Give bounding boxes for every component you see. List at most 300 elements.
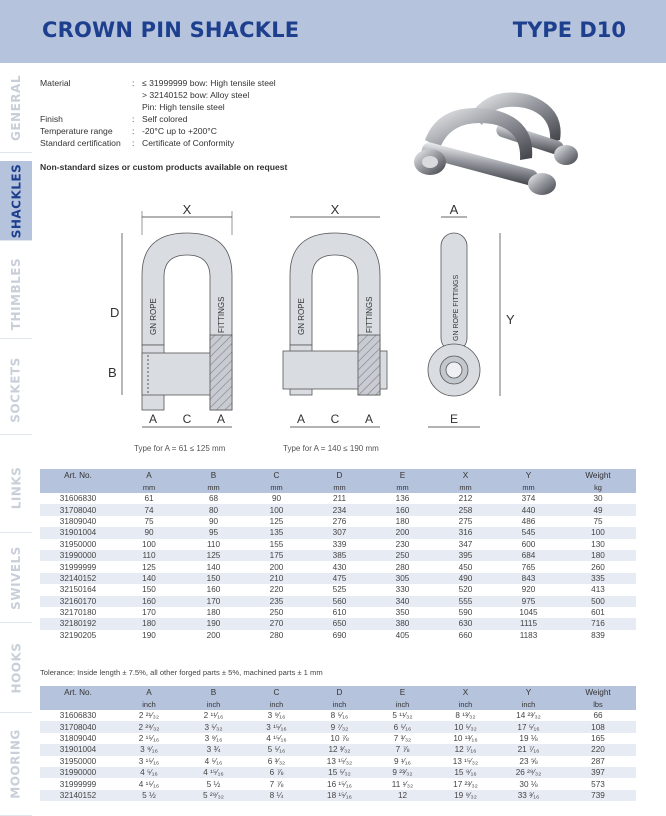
table-cell: 500 [560, 596, 636, 607]
table-row [40, 630, 636, 641]
table-cell: 305 [371, 573, 434, 584]
table-cell: 3 ⁹⁄₁₆ [116, 744, 182, 755]
table-cell: 75 [116, 516, 182, 527]
table-cell: 140 [116, 573, 182, 584]
table-cell: 258 [434, 504, 497, 515]
table-cell: 684 [497, 550, 560, 561]
table-cell: 136 [371, 493, 434, 504]
table-cell: 74 [116, 504, 182, 515]
table-cell: 190 [182, 618, 245, 629]
table-cell: 339 [308, 539, 371, 550]
table-cell: 2 ²¹⁄₃₂ [116, 710, 182, 721]
table-cell: 280 [371, 561, 434, 572]
table-header-row [40, 469, 636, 482]
table-cell: 3 ⁵⁄₃₂ [182, 721, 245, 732]
table-cell: 4 ⁵⁄₁₆ [182, 756, 245, 767]
table-cell: 1115 [497, 618, 560, 629]
tab-shackles[interactable]: SHACKLES [0, 161, 32, 241]
column-unit [40, 482, 116, 493]
table-cell: 270 [245, 618, 308, 629]
column-unit: inch [434, 699, 497, 710]
table-cell: 330 [371, 584, 434, 595]
column-header: Y [497, 686, 560, 699]
table-cell: 212 [434, 493, 497, 504]
column-unit: mm [182, 482, 245, 493]
article-number-cell: 31990000 [40, 550, 116, 561]
table-cell: 380 [371, 618, 434, 629]
table-cell: 839 [560, 630, 636, 641]
table-cell: 347 [434, 539, 497, 550]
drawing-type-1 [108, 205, 232, 427]
table-cell: 10 ⁵⁄₃₂ [434, 721, 497, 732]
article-number-cell: 31708040 [40, 721, 116, 732]
table-cell: 4 ¹⁵⁄₁₆ [245, 733, 308, 744]
table-cell: 5 ¹¹⁄₃₂ [371, 710, 434, 721]
article-number-cell: 32180192 [40, 618, 116, 629]
table-cell: 9 ²³⁄₃₂ [371, 767, 434, 778]
table-row [40, 778, 636, 789]
tab-sockets[interactable]: SOCKETS [0, 345, 32, 435]
gn-rope-text: GN ROPE [149, 298, 158, 335]
fittings-text: FITTINGS [217, 296, 226, 333]
dim-c-label: C [330, 412, 340, 426]
table-cell: 110 [182, 539, 245, 550]
column-header: Weight [560, 686, 636, 699]
dim-a-label: A [296, 412, 306, 426]
table-cell: 15 ⁹⁄₁₆ [434, 767, 497, 778]
table-cell: 350 [371, 607, 434, 618]
table-cell: 190 [116, 630, 182, 641]
table-cell: 250 [371, 550, 434, 561]
table-cell: 90 [182, 516, 245, 527]
table-cell: 175 [245, 550, 308, 561]
column-unit: inch [182, 699, 245, 710]
column-unit: inch [116, 699, 182, 710]
table-row [40, 710, 636, 721]
table-cell: 690 [308, 630, 371, 641]
table-cell: 90 [116, 527, 182, 538]
table-cell: 130 [560, 539, 636, 550]
column-unit: mm [434, 482, 497, 493]
table-cell: 6 ⁵⁄₁₆ [371, 721, 434, 732]
table-units-row [40, 482, 636, 493]
table-row [40, 527, 636, 538]
table-cell: 340 [371, 596, 434, 607]
table-cell: 180 [560, 550, 636, 561]
table-cell: 316 [434, 527, 497, 538]
table-units-row [40, 699, 636, 710]
table-cell: 6 ⅞ [245, 767, 308, 778]
table-cell: 5 ⁵⁄₁₆ [245, 744, 308, 755]
table-cell: 250 [245, 607, 308, 618]
product-type: TYPE D10 [512, 18, 626, 42]
drawing-side-view [428, 205, 515, 427]
table-cell: 125 [182, 550, 245, 561]
side-navigation [0, 63, 32, 816]
custom-products-note: Non-standard sizes or custom products available on request [40, 162, 288, 172]
table-cell: 975 [497, 596, 560, 607]
imperial-table [40, 686, 636, 801]
table-cell: 490 [434, 573, 497, 584]
side-view-text: GN ROPE FITTINGS [453, 274, 460, 341]
table-cell: 90 [245, 493, 308, 504]
table-cell: 26 ²⁹⁄₃₂ [497, 767, 560, 778]
article-number-cell: 32160170 [40, 596, 116, 607]
table-cell: 110 [116, 550, 182, 561]
table-cell: 385 [308, 550, 371, 561]
article-number-cell: 31606830 [40, 710, 116, 721]
table-cell: 210 [245, 573, 308, 584]
table-cell: 68 [182, 493, 245, 504]
column-unit: lbs [560, 699, 636, 710]
article-number-cell: 31999999 [40, 561, 116, 572]
column-header: B [182, 469, 245, 482]
dim-x-label: X [182, 205, 192, 217]
column-unit: mm [497, 482, 560, 493]
table-cell: 2 ²⁹⁄₃₂ [116, 721, 182, 732]
fittings-text: FITTINGS [365, 296, 374, 333]
article-number-cell: 31901004 [40, 527, 116, 538]
gn-rope-text: GN ROPE [297, 298, 306, 335]
table-cell: 10 ⅞ [308, 733, 371, 744]
table-cell: 200 [182, 630, 245, 641]
article-number-cell: 31990000 [40, 767, 116, 778]
table-cell: 4 ⁵⁄₁₆ [116, 767, 182, 778]
column-header: A [116, 686, 182, 699]
table-cell: 17 ²³⁄₃₂ [434, 778, 497, 789]
column-header: E [371, 469, 434, 482]
dim-a-label: A [449, 205, 459, 217]
dim-c-label: C [182, 412, 192, 426]
table-cell: 18 ¹⁵⁄₁₆ [308, 790, 371, 801]
table-cell: 200 [371, 527, 434, 538]
table-cell: 374 [497, 493, 560, 504]
technical-drawing [90, 205, 530, 460]
table-row [40, 550, 636, 561]
spec-row: Standard certification : Certificate of Conformity [40, 138, 235, 148]
tab-general[interactable]: GENERAL [0, 63, 32, 153]
table-cell: 395 [434, 550, 497, 561]
tolerance-note: Tolerance: Inside length ± 7.5%, all other forged parts ± 5%, machined parts ± 1 mm [40, 668, 323, 677]
table-cell: 5 ½ [116, 790, 182, 801]
table-row [40, 596, 636, 607]
table-cell: 230 [371, 539, 434, 550]
column-header: C [245, 686, 308, 699]
table-cell: 235 [245, 596, 308, 607]
table-cell: 397 [560, 767, 636, 778]
table-cell: 66 [560, 710, 636, 721]
table-cell: 7 ⅞ [245, 778, 308, 789]
tab-hooks[interactable]: HOOKS [0, 623, 32, 713]
table-cell: 4 ¹⁵⁄₁₆ [182, 767, 245, 778]
article-number-cell: 32140152 [40, 573, 116, 584]
table-cell: 150 [116, 584, 182, 595]
table-cell: 100 [560, 527, 636, 538]
table-cell: 7 ⅞ [371, 744, 434, 755]
table-row [40, 493, 636, 504]
dim-a-label: A [216, 412, 226, 426]
table-cell: 30 [560, 493, 636, 504]
table-cell: 486 [497, 516, 560, 527]
table-cell: 560 [308, 596, 371, 607]
dim-a-label: A [148, 412, 158, 426]
table-cell: 100 [116, 539, 182, 550]
article-number-cell: 31809040 [40, 733, 116, 744]
table-cell: 12 ⁷⁄₁₆ [434, 744, 497, 755]
tab-links[interactable]: LINKS [0, 443, 32, 533]
column-header: D [308, 686, 371, 699]
product-photo [400, 80, 600, 200]
column-header: Weight [560, 469, 636, 482]
table-row [40, 790, 636, 801]
drawing-caption-1: Type for A = 61 ≤ 125 mm [134, 444, 226, 453]
dim-x-label: X [330, 205, 340, 217]
article-number-cell: 31950000 [40, 756, 116, 767]
table-cell: 80 [182, 504, 245, 515]
table-cell: 2 ¹⁵⁄₁₆ [116, 733, 182, 744]
dim-d-label: D [110, 305, 120, 320]
table-cell: 275 [434, 516, 497, 527]
table-cell: 13 ¹⁵⁄₃₂ [434, 756, 497, 767]
spec-row: > 32140152 bow: Alloy steel [142, 90, 250, 100]
table-cell: 125 [245, 516, 308, 527]
table-cell: 220 [560, 744, 636, 755]
spec-list [40, 77, 276, 149]
table-cell: 49 [560, 504, 636, 515]
table-cell: 440 [497, 504, 560, 515]
table-cell: 430 [308, 561, 371, 572]
table-cell: 5 ²⁹⁄₃₂ [182, 790, 245, 801]
column-unit: mm [116, 482, 182, 493]
table-cell: 108 [560, 721, 636, 732]
table-row [40, 573, 636, 584]
metric-table [40, 469, 636, 641]
table-cell: 600 [497, 539, 560, 550]
article-number-cell: 31999999 [40, 778, 116, 789]
table-cell: 220 [245, 584, 308, 595]
table-cell: 450 [434, 561, 497, 572]
column-unit: mm [371, 482, 434, 493]
table-cell: 545 [497, 527, 560, 538]
table-cell: 610 [308, 607, 371, 618]
table-cell: 8 ¹³⁄₃₂ [434, 710, 497, 721]
table-cell: 650 [308, 618, 371, 629]
table-cell: 160 [371, 504, 434, 515]
column-header: B [182, 686, 245, 699]
table-cell: 9 ¹⁄₁₆ [371, 756, 434, 767]
table-cell: 135 [245, 527, 308, 538]
table-cell: 180 [116, 618, 182, 629]
table-row [40, 504, 636, 515]
table-cell: 9 ⁷⁄₃₂ [308, 721, 371, 732]
table-cell: 3 ¾ [182, 744, 245, 755]
page-title: CROWN PIN SHACKLE [42, 18, 300, 42]
table-cell: 19 ⅛ [497, 733, 560, 744]
tab-swivels[interactable]: SWIVELS [0, 533, 32, 623]
table-row [40, 561, 636, 572]
table-cell: 1183 [497, 630, 560, 641]
column-header: D [308, 469, 371, 482]
tab-mooring[interactable]: MOORING [0, 713, 32, 816]
table-row [40, 618, 636, 629]
dim-a-label: A [364, 412, 374, 426]
table-cell: 21 ⁷⁄₁₆ [497, 744, 560, 755]
table-cell: 475 [308, 573, 371, 584]
table-cell: 716 [560, 618, 636, 629]
table-cell: 15 ⁵⁄₃₂ [308, 767, 371, 778]
table-cell: 765 [497, 561, 560, 572]
table-cell: 307 [308, 527, 371, 538]
article-number-cell: 31708040 [40, 504, 116, 515]
table-row [40, 539, 636, 550]
table-cell: 75 [560, 516, 636, 527]
column-header: Y [497, 469, 560, 482]
table-cell: 14 ²³⁄₃₂ [497, 710, 560, 721]
spec-row: Material : ≤ 31999999 bow: High tensile steel [40, 78, 276, 88]
table-cell: 280 [245, 630, 308, 641]
table-cell: 23 ⅝ [497, 756, 560, 767]
article-number-cell: 31809040 [40, 516, 116, 527]
table-cell: 200 [245, 561, 308, 572]
table-cell: 8 ¼ [245, 790, 308, 801]
table-cell: 30 ⅛ [497, 778, 560, 789]
table-cell: 165 [560, 733, 636, 744]
column-unit: inch [308, 699, 371, 710]
column-unit: inch [497, 699, 560, 710]
table-cell: 170 [116, 607, 182, 618]
drawing-type-2 [283, 205, 387, 427]
column-header: X [434, 469, 497, 482]
column-header: A [116, 469, 182, 482]
table-cell: 33 ³⁄₁₆ [497, 790, 560, 801]
table-cell: 5 ½ [182, 778, 245, 789]
table-cell: 601 [560, 607, 636, 618]
table-row [40, 584, 636, 595]
table-row [40, 516, 636, 527]
article-number-cell: 31950000 [40, 539, 116, 550]
table-cell: 125 [116, 561, 182, 572]
dim-b-label: B [108, 365, 117, 380]
table-cell: 920 [497, 584, 560, 595]
table-cell: 3 ⁹⁄₁₆ [245, 710, 308, 721]
dim-y-label: Y [506, 312, 515, 327]
table-cell: 160 [116, 596, 182, 607]
header-band [0, 0, 666, 63]
column-unit: mm [245, 482, 308, 493]
table-cell: 12 [371, 790, 434, 801]
table-cell: 3 ⁹⁄₁₆ [182, 733, 245, 744]
column-header: E [371, 686, 434, 699]
table-cell: 276 [308, 516, 371, 527]
table-cell: 2 ¹¹⁄₁₆ [182, 710, 245, 721]
table-cell: 234 [308, 504, 371, 515]
table-cell: 7 ³⁄₃₂ [371, 733, 434, 744]
table-cell: 525 [308, 584, 371, 595]
table-cell: 16 ¹⁵⁄₁₆ [308, 778, 371, 789]
spec-row: Pin: High tensile steel [142, 102, 225, 112]
table-cell: 140 [182, 561, 245, 572]
table-header-row [40, 686, 636, 699]
table-cell: 17 ⁵⁄₁₆ [497, 721, 560, 732]
table-row [40, 733, 636, 744]
table-cell: 1045 [497, 607, 560, 618]
column-header: X [434, 686, 497, 699]
table-cell: 180 [182, 607, 245, 618]
table-cell: 739 [560, 790, 636, 801]
table-cell: 160 [182, 584, 245, 595]
table-cell: 11 ¹⁄₃₂ [371, 778, 434, 789]
article-number-cell: 31606830 [40, 493, 116, 504]
article-number-cell: 32170180 [40, 607, 116, 618]
table-cell: 3 ¹⁵⁄₁₆ [245, 721, 308, 732]
column-unit [40, 699, 116, 710]
table-cell: 4 ¹⁵⁄₁₆ [116, 778, 182, 789]
table-row [40, 607, 636, 618]
table-cell: 170 [182, 596, 245, 607]
dim-e-label: E [449, 412, 459, 426]
table-cell: 405 [371, 630, 434, 641]
table-cell: 3 ¹⁵⁄₁₆ [116, 756, 182, 767]
article-number-cell: 32150164 [40, 584, 116, 595]
table-cell: 211 [308, 493, 371, 504]
table-cell: 10 ¹³⁄₁₆ [434, 733, 497, 744]
table-cell: 843 [497, 573, 560, 584]
table-cell: 590 [434, 607, 497, 618]
table-cell: 260 [560, 561, 636, 572]
table-cell: 630 [434, 618, 497, 629]
table-cell: 413 [560, 584, 636, 595]
table-row [40, 721, 636, 732]
table-cell: 520 [434, 584, 497, 595]
spec-row: Temperature range : -20°C up to +200°C [40, 126, 217, 136]
table-cell: 19 ⁹⁄₃₂ [434, 790, 497, 801]
column-unit: inch [371, 699, 434, 710]
column-header: Art. No. [40, 469, 116, 482]
table-cell: 573 [560, 778, 636, 789]
table-row [40, 767, 636, 778]
imperial-table-body [40, 710, 636, 801]
drawing-caption-2: Type for A = 140 ≤ 190 mm [283, 444, 379, 453]
article-number-cell: 32140152 [40, 790, 116, 801]
column-unit: mm [308, 482, 371, 493]
column-header: Art. No. [40, 686, 116, 699]
metric-table-body [40, 493, 636, 641]
table-cell: 155 [245, 539, 308, 550]
article-number-cell: 31901004 [40, 744, 116, 755]
table-cell: 150 [182, 573, 245, 584]
column-unit: kg [560, 482, 636, 493]
tab-thimbles[interactable]: THIMBLES [0, 249, 32, 339]
article-number-cell: 32190205 [40, 630, 116, 641]
table-cell: 13 ¹⁵⁄₃₂ [308, 756, 371, 767]
column-unit: inch [245, 699, 308, 710]
table-cell: 180 [371, 516, 434, 527]
column-header: C [245, 469, 308, 482]
table-cell: 335 [560, 573, 636, 584]
table-cell: 12 ³⁄₃₂ [308, 744, 371, 755]
table-cell: 555 [434, 596, 497, 607]
table-cell: 95 [182, 527, 245, 538]
table-cell: 287 [560, 756, 636, 767]
table-cell: 6 ³⁄₃₂ [245, 756, 308, 767]
table-cell: 61 [116, 493, 182, 504]
table-row [40, 756, 636, 767]
table-cell: 100 [245, 504, 308, 515]
table-cell: 660 [434, 630, 497, 641]
table-row [40, 744, 636, 755]
spec-row: Finish : Self colored [40, 114, 188, 124]
table-cell: 8 ⁵⁄₁₆ [308, 710, 371, 721]
